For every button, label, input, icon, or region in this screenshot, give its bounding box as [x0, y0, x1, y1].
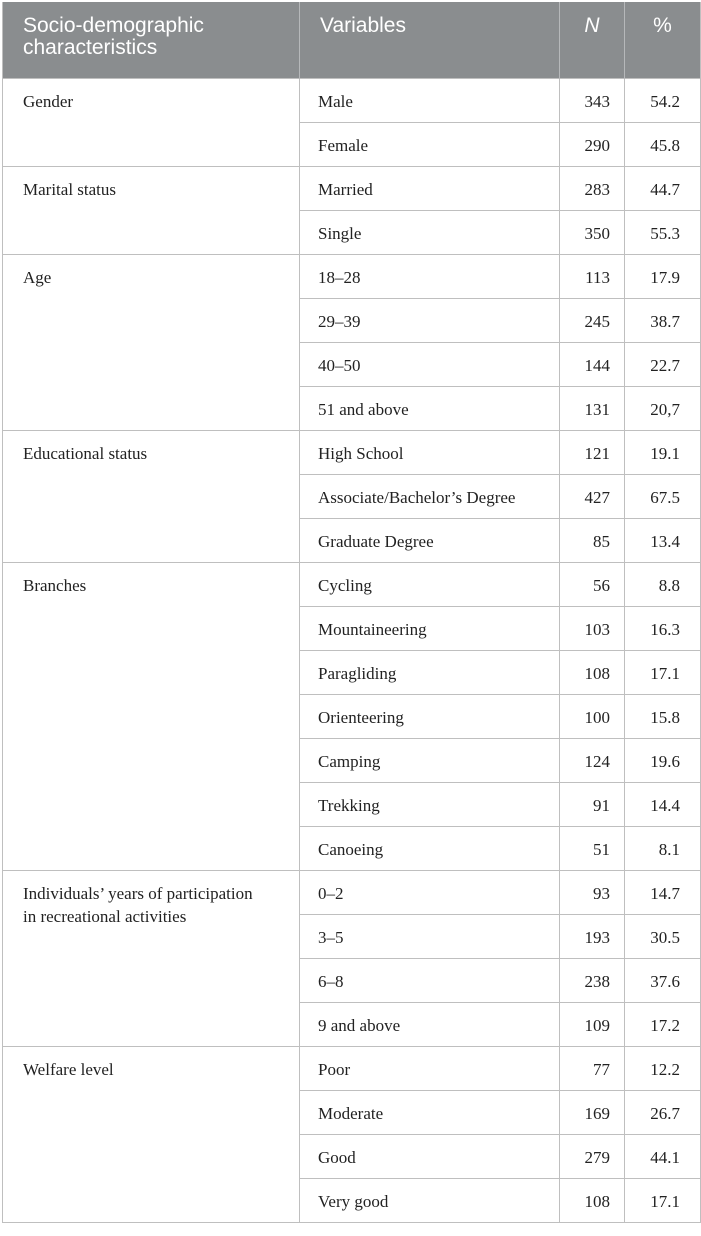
percent-cell: 44.7	[625, 166, 701, 210]
variable-cell: High School	[300, 430, 560, 474]
variable-cell: Paragliding	[300, 650, 560, 694]
header-row	[3, 2, 701, 78]
variable-cell: 0–2	[300, 870, 560, 914]
n-cell: 121	[560, 430, 625, 474]
variable-cell: Mountaineering	[300, 606, 560, 650]
percent-cell: 15.8	[625, 694, 701, 738]
percent-cell: 26.7	[625, 1090, 701, 1134]
group-label: Age	[3, 254, 300, 430]
header-n: N	[560, 2, 625, 78]
percent-cell: 17.9	[625, 254, 701, 298]
group-label: Gender	[3, 78, 300, 166]
n-cell: 77	[560, 1046, 625, 1090]
n-cell: 51	[560, 826, 625, 870]
variable-cell: Graduate Degree	[300, 518, 560, 562]
table-row	[3, 166, 701, 210]
percent-cell: 17.1	[625, 650, 701, 694]
table-row	[3, 562, 701, 606]
n-cell: 85	[560, 518, 625, 562]
variable-cell: 3–5	[300, 914, 560, 958]
percent-cell: 22.7	[625, 342, 701, 386]
percent-cell: 55.3	[625, 210, 701, 254]
variable-cell: Canoeing	[300, 826, 560, 870]
percent-cell: 20,7	[625, 386, 701, 430]
n-cell: 169	[560, 1090, 625, 1134]
table-body	[3, 78, 701, 1222]
table-row	[3, 870, 701, 914]
n-cell: 144	[560, 342, 625, 386]
group-label: Marital status	[3, 166, 300, 254]
variable-cell: Poor	[300, 1046, 560, 1090]
percent-cell: 8.1	[625, 826, 701, 870]
variable-cell: Camping	[300, 738, 560, 782]
percent-cell: 13.4	[625, 518, 701, 562]
percent-cell: 38.7	[625, 298, 701, 342]
variable-cell: Male	[300, 78, 560, 122]
variable-cell: Moderate	[300, 1090, 560, 1134]
n-cell: 103	[560, 606, 625, 650]
percent-cell: 45.8	[625, 122, 701, 166]
variable-cell: Trekking	[300, 782, 560, 826]
n-cell: 350	[560, 210, 625, 254]
percent-cell: 16.3	[625, 606, 701, 650]
variable-cell: 29–39	[300, 298, 560, 342]
n-cell: 427	[560, 474, 625, 518]
n-cell: 283	[560, 166, 625, 210]
n-cell: 290	[560, 122, 625, 166]
header-characteristics: Socio-demographic characteristics	[3, 2, 300, 78]
n-cell: 108	[560, 1178, 625, 1222]
n-cell: 93	[560, 870, 625, 914]
n-cell: 131	[560, 386, 625, 430]
n-cell: 100	[560, 694, 625, 738]
percent-cell: 14.4	[625, 782, 701, 826]
group-label: Branches	[3, 562, 300, 870]
n-cell: 108	[560, 650, 625, 694]
socio-demographic-table	[2, 2, 701, 1223]
variable-cell: Associate/Bachelor’s Degree	[300, 474, 560, 518]
percent-cell: 17.2	[625, 1002, 701, 1046]
n-cell: 279	[560, 1134, 625, 1178]
percent-cell: 8.8	[625, 562, 701, 606]
variable-cell: Female	[300, 122, 560, 166]
n-cell: 56	[560, 562, 625, 606]
percent-cell: 54.2	[625, 78, 701, 122]
n-cell: 109	[560, 1002, 625, 1046]
variable-cell: Married	[300, 166, 560, 210]
table-row	[3, 1046, 701, 1090]
percent-cell: 19.1	[625, 430, 701, 474]
header-percent: %	[625, 2, 701, 78]
percent-cell: 67.5	[625, 474, 701, 518]
table-row	[3, 78, 701, 122]
variable-cell: 6–8	[300, 958, 560, 1002]
group-label: Welfare level	[3, 1046, 300, 1222]
n-cell: 91	[560, 782, 625, 826]
n-cell: 193	[560, 914, 625, 958]
variable-cell: 40–50	[300, 342, 560, 386]
variable-cell: Orienteering	[300, 694, 560, 738]
percent-cell: 12.2	[625, 1046, 701, 1090]
percent-cell: 44.1	[625, 1134, 701, 1178]
variable-cell: Single	[300, 210, 560, 254]
n-cell: 245	[560, 298, 625, 342]
table-row	[3, 430, 701, 474]
group-label: Individuals’ years of participation in recreational activities	[3, 870, 300, 1046]
n-cell: 238	[560, 958, 625, 1002]
percent-cell: 30.5	[625, 914, 701, 958]
variable-cell: 18–28	[300, 254, 560, 298]
variable-cell: Very good	[300, 1178, 560, 1222]
percent-cell: 17.1	[625, 1178, 701, 1222]
variable-cell: Good	[300, 1134, 560, 1178]
group-label: Educational status	[3, 430, 300, 562]
table-row	[3, 254, 701, 298]
percent-cell: 19.6	[625, 738, 701, 782]
n-cell: 343	[560, 78, 625, 122]
variable-cell: 51 and above	[300, 386, 560, 430]
header-variables: Variables	[300, 2, 560, 78]
n-cell: 124	[560, 738, 625, 782]
n-cell: 113	[560, 254, 625, 298]
percent-cell: 37.6	[625, 958, 701, 1002]
variable-cell: Cycling	[300, 562, 560, 606]
variable-cell: 9 and above	[300, 1002, 560, 1046]
percent-cell: 14.7	[625, 870, 701, 914]
